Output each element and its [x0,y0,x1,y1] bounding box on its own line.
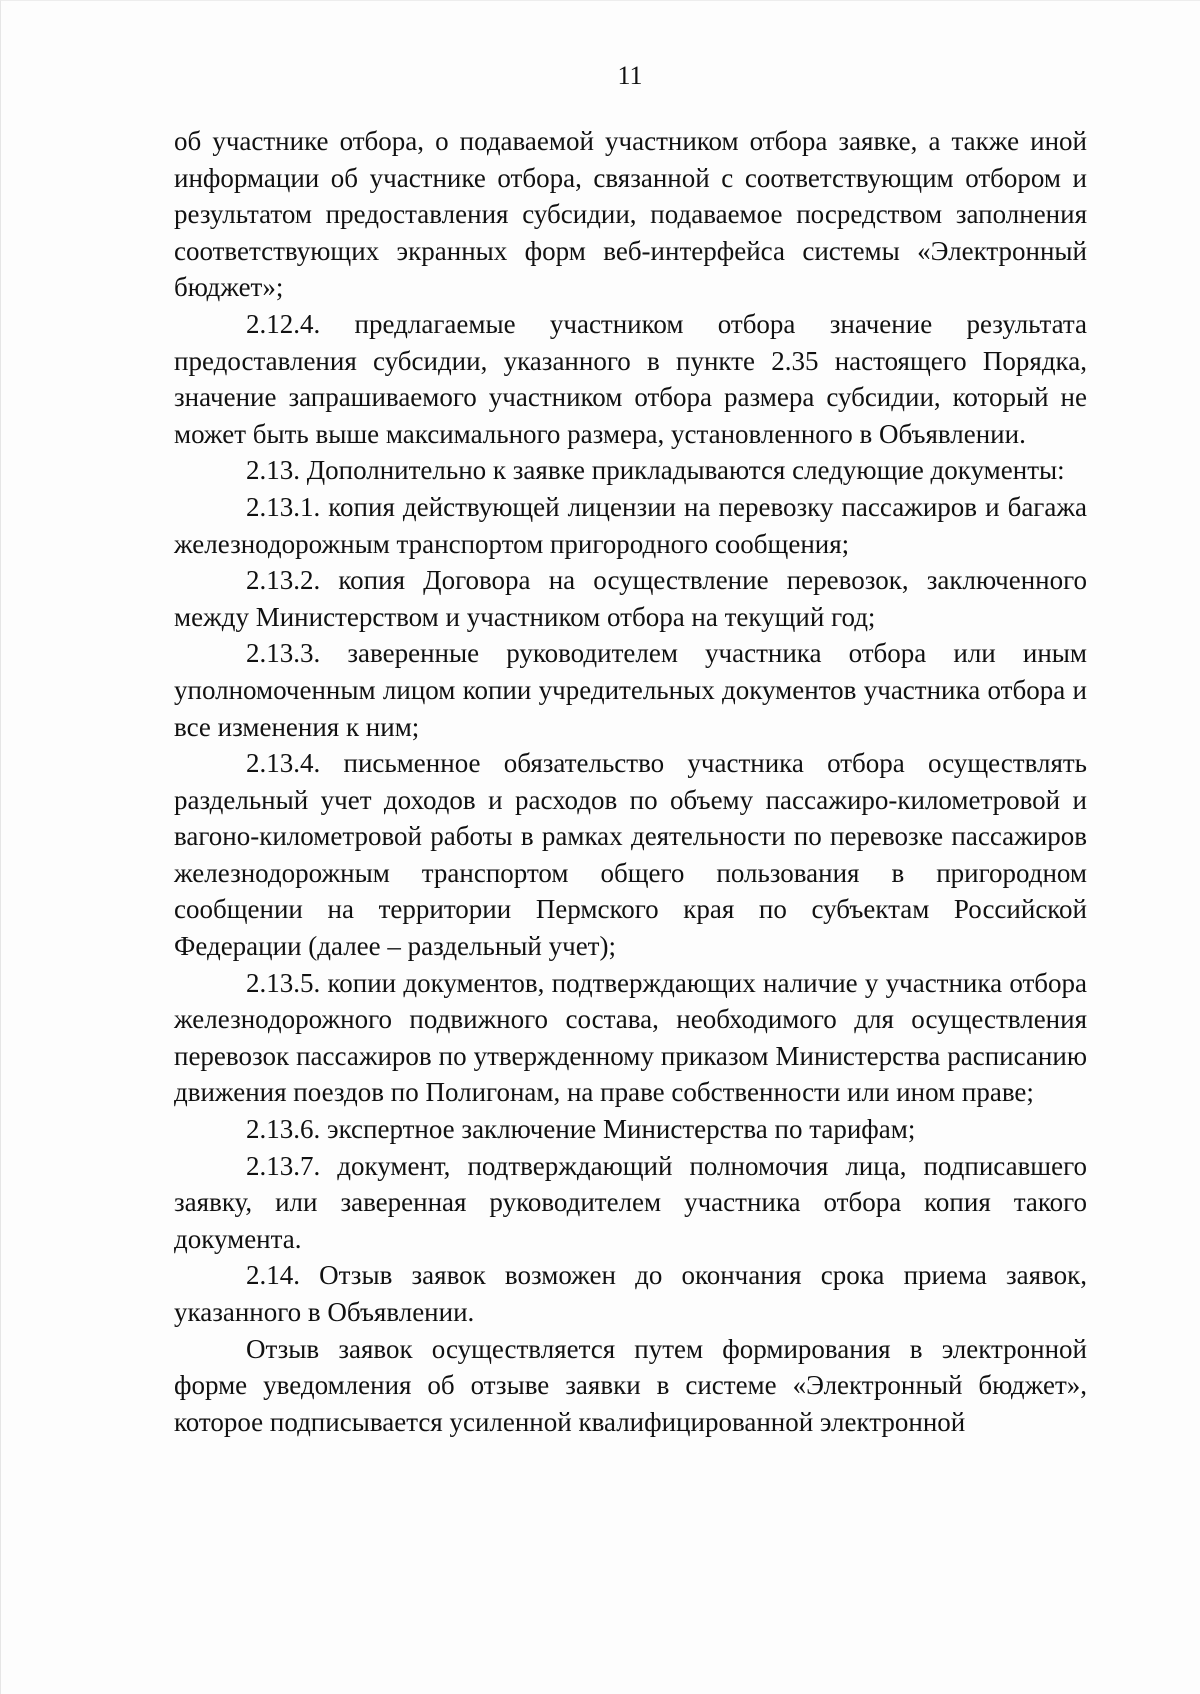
paragraph-continuation: об участнике отбора, о подаваемой участником отбора заявке, а также иной информации об участнике отбора, связанной с соответствующим отбором и результатом предоставления субсидии, подаваемое посредством заполнения соответствующих экранных форм веб-интерфейса системы «Электронный бюджет»; [174,126,1087,303]
paragraph-2-13-5: 2.13.5. копии документов, подтверждающих наличие у участника отбора железнодорожного подвижного состава, необходимого для осуществления перевозок пассажиров по утвержденному приказом Министерства расписанию движения поездов по Полигонам, на праве собственности или ином праве; [174,967,1087,1108]
paragraph-2-13-1: 2.13.1. копия действующей лицензии на перевозку пассажиров и багажа железнодорожным транспортом пригородного сообщения; [174,491,1087,559]
page-number: 11 [617,61,643,90]
document-body [174,123,1087,1440]
paragraph-2-13: 2.13. Дополнительно к заявке прикладываются следующие документы: [246,455,1065,486]
paragraph-2-13-7: 2.13.7. документ, подтверждающий полномочия лица, подписавшего заявку, или заверенная руководителем участника отбора копия такого документа. [174,1150,1087,1254]
paragraph-withdrawal: Отзыв заявок осуществляется путем формирования в электронной форме уведомления об отзыве заявки в системе «Электронный бюджет», которое подписывается усиленной квалифицированной электронной [174,1333,1087,1437]
paragraph-2-13-2: 2.13.2. копия Договора на осуществление перевозок, заключенного между Министерством и участником отбора на текущий год; [174,565,1087,632]
paragraph-2-14: 2.14. Отзыв заявок возможен до окончания срока приема заявок, указанного в Объявлении. [174,1260,1087,1327]
paragraph-2-12-4: 2.12.4. предлагаемые участником отбора значение результата предоставления субсидии, указанного в пункте 2.35 настоящего Порядка, значение запрашиваемого участником отбора размера субсидии, который не может быть выше максимального размера, установленного в Объявлении. [174,308,1087,449]
paragraph-2-13-6: 2.13.6. экспертное заключение Министерства по тарифам; [246,1114,916,1145]
paragraph-2-13-3: 2.13.3. заверенные руководителем участника отбора или иным уполномоченным лицом копии учредительных документов участника отбора и все изменения к ним; [174,638,1087,742]
paragraph-2-13-4: 2.13.4. письменное обязательство участника отбора осуществлять раздельный учет доходов и расходов по объему пассажиро-километровой и вагоно-километровой работы в рамках деятельности по перевозке пассажиров железнодорожным транспортом общего пользования в пригородном сообщении на территории Пермского края по субъектам Российской Федерации (далее – раздельный учет); [174,748,1087,962]
